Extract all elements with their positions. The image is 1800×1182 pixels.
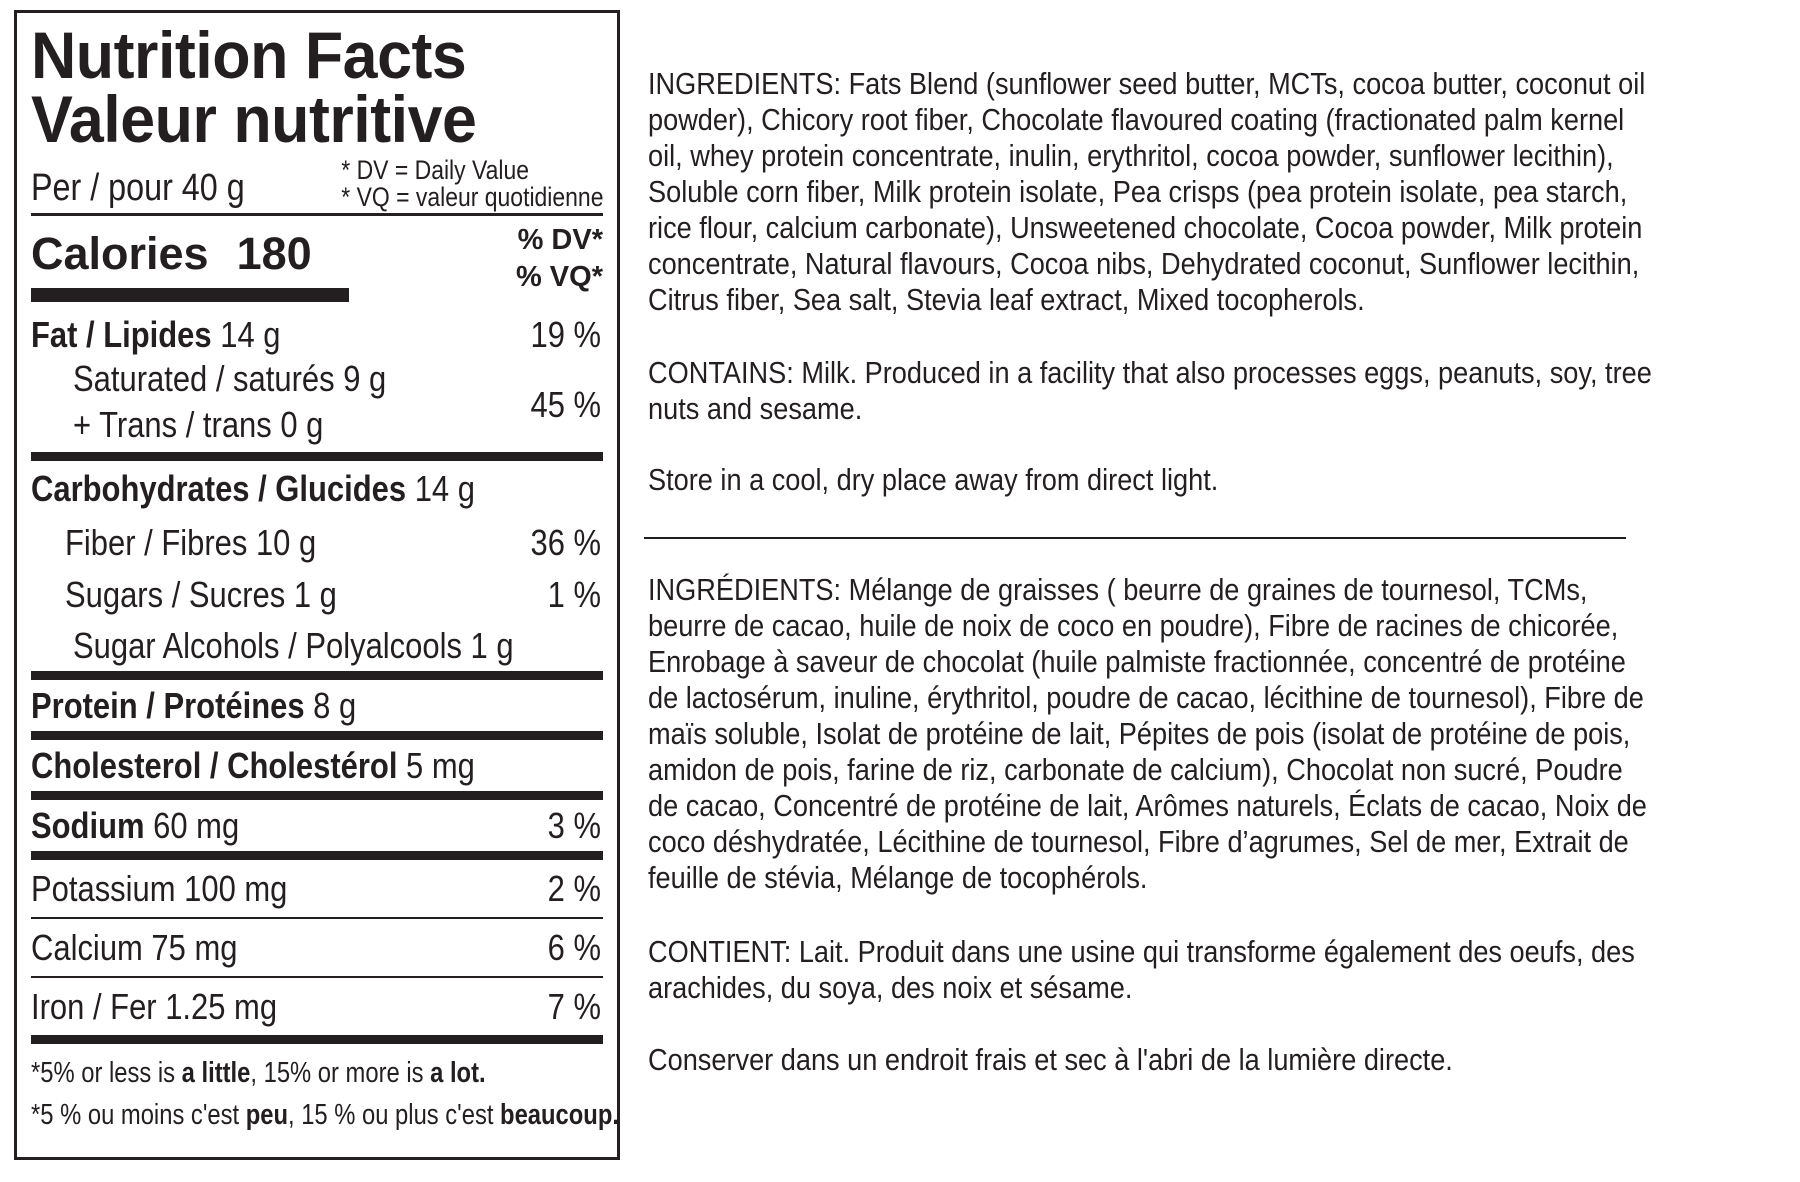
fiber-label: Fiber / Fibres 10 g <box>65 522 317 563</box>
contains-fr-text: Lait. Produit dans une usine qui transforme également des oeufs, des arachides, du soya, des noix et sésame. <box>648 935 1635 1005</box>
contains-en-text: Milk. Produced in a facility that also processes eggs, peanuts, soy, tree nuts and sesame. <box>648 356 1652 426</box>
footnote-fr: *5 % ou moins c'est peu, 15 % ou plus c'est beaucoup. <box>31 1099 619 1131</box>
nutrition-title-en: Nutrition Facts <box>31 18 467 92</box>
dv-header <box>516 222 603 296</box>
potassium-label: Potassium 100 mg <box>31 867 288 909</box>
sugars-label: Sugars / Sucres 1 g <box>65 574 337 615</box>
contains-fr <box>648 934 1654 1006</box>
saturated-trans-dv: 45 % <box>530 384 601 425</box>
carbs-row <box>31 461 603 517</box>
sugars-dv: 1 % <box>547 574 601 615</box>
contains-fr-label: CONTIENT: <box>648 935 792 969</box>
nutrition-facts-table <box>14 10 620 1160</box>
carbs-label: Carbohydrates / Glucides <box>31 468 407 509</box>
sodium-dv: 3 % <box>547 804 601 846</box>
iron-row <box>31 978 603 1044</box>
contains-en <box>648 355 1654 427</box>
ingredients-fr-label: INGRÉDIENTS: <box>648 573 842 607</box>
dv-header-fr: % VQ* <box>515 261 603 293</box>
calcium-dv: 6 % <box>547 926 601 968</box>
protein-row <box>31 680 603 740</box>
cholesterol-label: Cholesterol / Cholestérol <box>31 744 398 786</box>
sodium-amount: 60 mg <box>153 804 240 846</box>
contains-en-label: CONTAINS: <box>648 356 794 390</box>
dv-notes <box>341 157 603 211</box>
saturated-label: Saturated / saturés 9 g <box>73 358 387 399</box>
footnote-en: *5% or less is a little, 15% or more is a lot. <box>31 1057 486 1089</box>
iron-label: Iron / Fer 1.25 mg <box>31 985 278 1027</box>
language-divider <box>644 537 1626 539</box>
serving-size: Per / pour 40 g <box>31 167 245 209</box>
fat-row <box>31 312 603 358</box>
ingredients-en-label: INGREDIENTS: <box>648 67 842 101</box>
ingredients-fr <box>648 572 1654 896</box>
sugar-alcohols-label: Sugar Alcohols / Polyalcools 1 g <box>73 625 514 666</box>
fiber-row <box>31 517 603 569</box>
cholesterol-amount: 5 mg <box>406 744 475 786</box>
carbs-amount: 14 g <box>414 468 475 509</box>
iron-dv: 7 % <box>547 985 601 1027</box>
potassium-dv: 2 % <box>547 867 601 909</box>
trans-label: + Trans / trans 0 g <box>73 404 324 445</box>
fat-amount: 14 g <box>220 314 281 355</box>
cholesterol-row <box>31 740 603 800</box>
protein-label: Protein / Protéines <box>31 684 305 726</box>
nutrition-title-fr: Valeur nutritive <box>31 82 477 156</box>
calories-bar <box>31 288 349 302</box>
fiber-dv: 36 % <box>530 522 601 563</box>
saturated-trans-row <box>31 358 603 461</box>
ingredients-en <box>648 66 1654 318</box>
sugar-alcohols-row <box>31 621 603 680</box>
storage-en: Store in a cool, dry place away from direct light. <box>648 463 1219 497</box>
calories <box>31 228 312 280</box>
calories-row <box>31 216 603 312</box>
protein-amount: 8 g <box>313 684 357 726</box>
dv-note-fr: * VQ = valeur quotidienne <box>340 182 603 212</box>
fat-label: Fat / Lipides <box>31 314 212 355</box>
calcium-label: Calcium 75 mg <box>31 926 238 968</box>
sodium-row <box>31 800 603 860</box>
calcium-row <box>31 919 603 978</box>
fat-dv: 19 % <box>530 314 601 355</box>
calories-label: Calories <box>31 228 209 279</box>
ingredients-en-text: Fats Blend (sunflower seed butter, MCTs, cocoa butter, coconut oil powder), Chicory root fiber, Chocolate flavoured coating (fractionated palm kernel oil, whey protein concentrate, inulin, erythritol, cocoa powder, sunflower lecithin), Soluble corn fiber, Milk protein isolate, Pea crisps (pea protein isolate, pea starch, rice flour, calcium carbonate), Unsweetened chocolate, Cocoa powder, Milk protein concentrate, Natural flavours, Cocoa nibs, Dehydrated coconut, Sunflower lecithin, Citrus fiber, Sea salt, Stevia leaf extract, Mixed tocopherols. <box>648 67 1646 317</box>
sugars-row <box>31 569 603 621</box>
potassium-row <box>31 860 603 919</box>
serving-row <box>31 153 603 216</box>
sodium-label: Sodium <box>31 804 145 846</box>
footnote <box>31 1044 619 1136</box>
storage-fr: Conserver dans un endroit frais et sec à l'abri de la lumière directe. <box>648 1043 1453 1077</box>
dv-header-en: % DV* <box>517 224 603 256</box>
calories-value: 180 <box>236 228 312 279</box>
ingredients-fr-text: Mélange de graisses ( beurre de graines de tournesol, TCMs, beurre de cacao, huile de noix de coco en poudre), Fibre de racines de chicorée, Enrobage à saveur de chocolat (huile palmiste fractionnée, concentré de protéine de lactosérum, inuline, érythritol, poudre de cacao, lécithine de tournesol), Fibre de maïs soluble, Isolat de protéine de lait, Pépites de pois (isolat de protéine de pois, amidon de pois, farine de riz, carbonate de calcium), Chocolat non sucré, Poudre de cacao, Concentré de protéine de lait, Arômes naturels, Éclats de cacao, Noix de coco déshydratée, Lécithine de tournesol, Fibre d’agrumes, Sel de mer, Extrait de feuille de stévia, Mélange de tocophérols. <box>648 573 1647 895</box>
dv-note-en: * DV = Daily Value <box>340 155 529 185</box>
